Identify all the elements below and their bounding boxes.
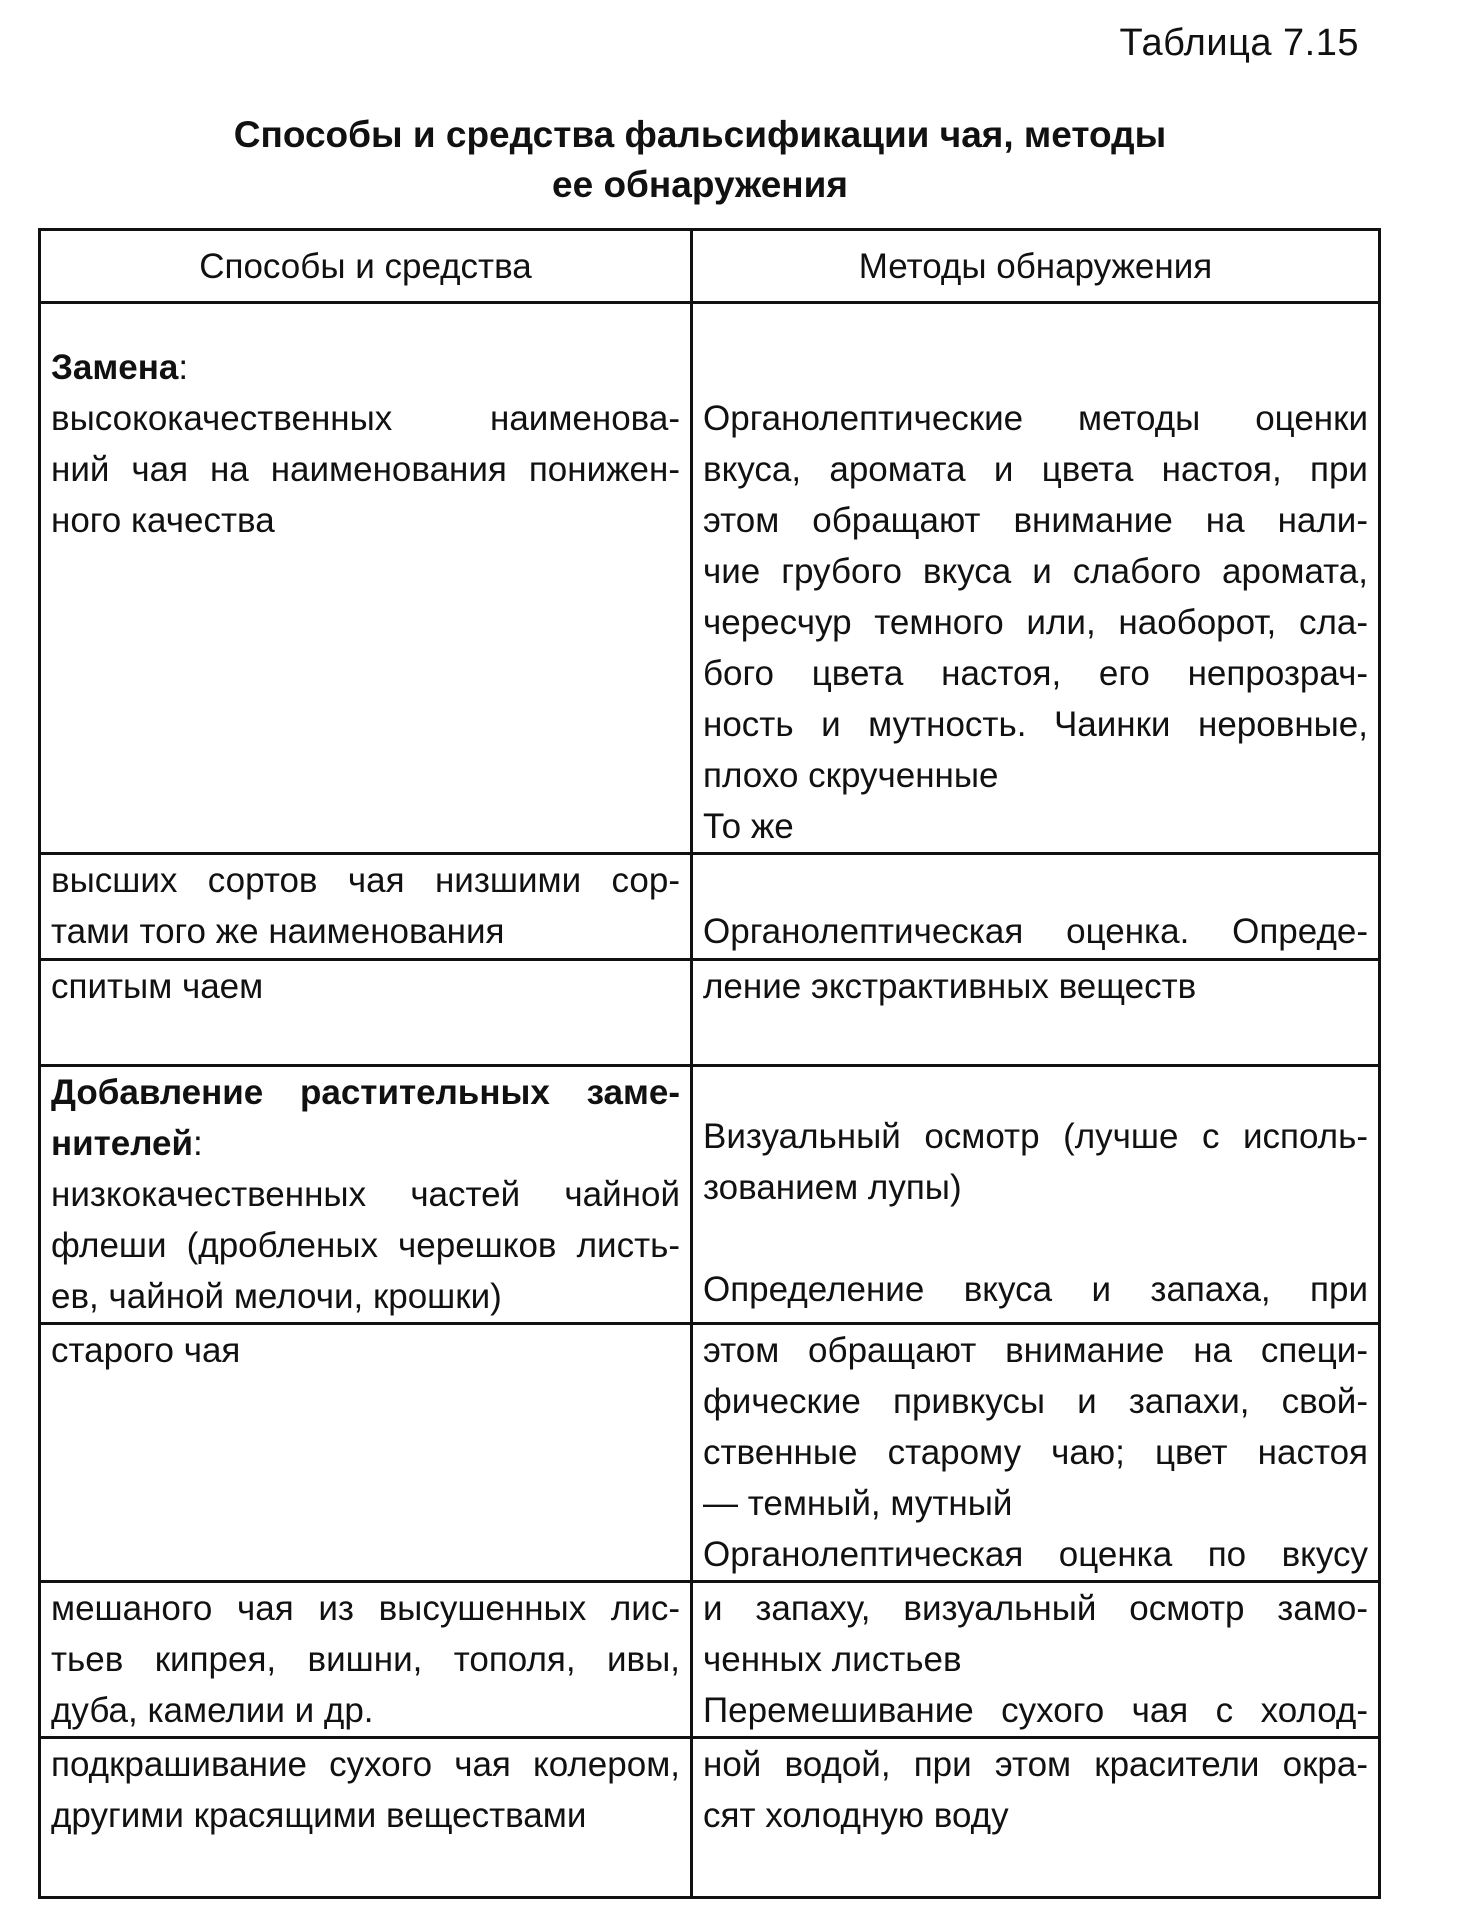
table-row: [40, 1738, 1380, 1898]
cell-text-line: высших сортов чая низшими сор-: [51, 861, 680, 900]
header-methods-means: Способы и средства: [40, 230, 692, 303]
table-row: [40, 1066, 1380, 1324]
left-cell: [40, 1324, 692, 1582]
title-line-2: ее обнаружения: [552, 164, 848, 205]
cell-text-line: флеши (дробленых черешков листь-: [51, 1226, 680, 1265]
table-row: [40, 1582, 1380, 1738]
cell-text-line: ной водой, при этом красители окра-: [703, 1745, 1368, 1784]
row-heading: Добавление растительных заме-: [51, 1073, 680, 1112]
cell-text-line: спитым чаем: [51, 967, 264, 1006]
cell-spacer: [703, 1213, 1368, 1264]
cell-text-line: сят холодную воду: [703, 1796, 1009, 1835]
table-number-label: Таблица 7.15: [1119, 22, 1359, 64]
table-row: [40, 1324, 1380, 1582]
cell-text-line: высококачественных наименова-: [51, 399, 680, 438]
cell-text-line: плохо скрученные: [703, 756, 999, 795]
cell-text-line: ственные старому чаю; цвет настоя: [703, 1433, 1368, 1472]
cell-text-line: Органолептическая оценка. Опреде-: [703, 912, 1368, 951]
cell-text-line: тами того же наименования: [51, 912, 505, 951]
cell-text-line: фические привкусы и запахи, свой-: [703, 1382, 1368, 1421]
cell-text-line: бого цвета настоя, его непрозрач-: [703, 654, 1368, 693]
cell-text-line: ченных листьев: [703, 1640, 962, 1679]
table-title: [0, 110, 1400, 210]
cell-text-line: вкуса, аромата и цвета настоя, при: [703, 450, 1368, 489]
cell-text-line: Визуальный осмотр (лучше с исполь-: [703, 1117, 1368, 1156]
cell-spacer: [703, 855, 1368, 906]
row-heading: [51, 1118, 680, 1169]
right-cell: [692, 1582, 1380, 1738]
left-cell: [40, 1738, 692, 1898]
cell-text-line: старого чая: [51, 1331, 241, 1370]
cell-text-line: Органолептическая оценка по вкусу: [703, 1535, 1368, 1574]
cell-text-line: этом обращают внимание на специ-: [703, 1331, 1368, 1370]
cell-text-line: тьев кипрея, вишни, тополя, ивы,: [51, 1640, 680, 1679]
left-cell: [40, 854, 692, 960]
left-cell: [40, 303, 692, 854]
table-row: [40, 303, 1380, 854]
cell-text-line: ний чая на наименования понижен-: [51, 450, 680, 489]
row-heading-bold: нителей: [51, 1124, 194, 1163]
header-detection-methods: Методы обнаружения: [692, 230, 1380, 303]
row-heading-suffix: :: [178, 348, 189, 387]
cell-text-line: подкрашивание сухого чая колером,: [51, 1745, 680, 1784]
cell-text-line: — темный, мутный: [703, 1484, 1013, 1523]
cell-text-line: ность и мутность. Чаинки неровные,: [703, 705, 1368, 744]
title-line-1: Способы и средства фальсификации чая, методы: [233, 114, 1167, 155]
right-cell: [692, 960, 1380, 1066]
right-cell: [692, 1738, 1380, 1898]
cell-text-line: мешаного чая из высушенных лис-: [51, 1589, 680, 1628]
table-row: [40, 854, 1380, 960]
cell-text-line: чие грубого вкуса и слабого аромата,: [703, 552, 1368, 591]
row-heading-bold: Замена: [51, 348, 179, 387]
table-row: [40, 960, 1380, 1066]
cell-text-line: То же: [703, 807, 794, 846]
cell-text-line: Перемешивание сухого чая с холод-: [703, 1691, 1368, 1730]
left-cell: [40, 1066, 692, 1324]
cell-text-line: ление экстрактивных веществ: [703, 967, 1197, 1006]
cell-text-line: низкокачественных частей чайной: [51, 1175, 680, 1214]
cell-text-line: другими красящими веществами: [51, 1796, 587, 1835]
cell-text-line: и запаху, визуальный осмотр замо-: [703, 1589, 1368, 1628]
cell-text-line: ного качества: [51, 501, 275, 540]
cell-text-line: дуба, камелии и др.: [51, 1691, 374, 1730]
cell-text-line: чересчур темного или, наоборот, сла-: [703, 603, 1368, 642]
right-cell: [692, 1324, 1380, 1582]
cell-text-line: ев, чайной мелочи, крошки): [51, 1277, 502, 1316]
cell-text-line: зованием лупы): [703, 1168, 962, 1207]
left-cell: [40, 1582, 692, 1738]
row-heading-suffix: :: [193, 1124, 203, 1163]
cell-text-line: этом обращают внимание на нали-: [703, 501, 1368, 540]
cell-text-line: Органолептические методы оценки: [703, 399, 1368, 438]
falsification-table: [38, 228, 1381, 1899]
cell-text-line: Определение вкуса и запаха, при: [703, 1270, 1368, 1309]
header-row: [40, 230, 1380, 303]
left-cell: [40, 960, 692, 1066]
right-cell: [692, 303, 1380, 854]
right-cell: [692, 1066, 1380, 1324]
row-heading: [51, 342, 680, 393]
right-cell: [692, 854, 1380, 960]
